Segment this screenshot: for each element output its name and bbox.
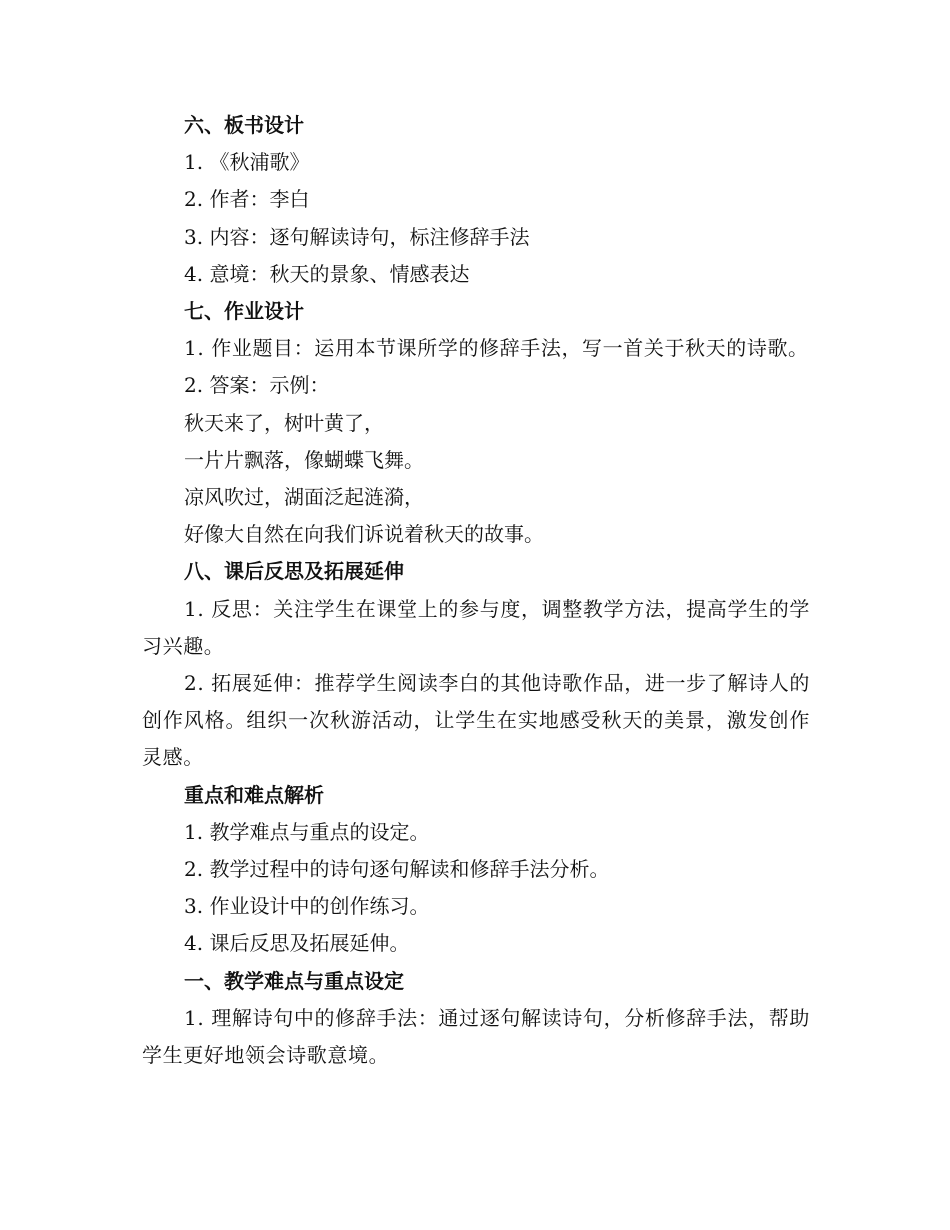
section-heading-key-points-analysis: 重点和难点解析	[184, 782, 324, 807]
list-item: 2. 答案：示例：	[184, 373, 330, 398]
list-item: 3. 内容：逐句解读诗句，标注修辞手法	[184, 224, 530, 249]
list-item: 1. 教学难点与重点的设定。	[184, 819, 430, 844]
reflection-paragraph: 1. 反思：关注学生在课堂上的参与度，调整教学方法，提高学生的学习兴趣。	[142, 596, 810, 658]
list-item: 1. 《秋浦歌》	[184, 150, 310, 175]
rhetoric-paragraph: 1. 理解诗句中的修辞手法：通过逐句解读诗句，分析修辞手法，帮助学生更好地领会诗歌意境。	[142, 1005, 810, 1068]
list-item: 3. 作业设计中的创作练习。	[184, 894, 430, 919]
poem-line: 凉风吹过，湖面泛起涟漪，	[184, 485, 424, 510]
list-item: 2. 作者：李白	[184, 187, 310, 212]
section-heading-reflection: 八、课后反思及拓展延伸	[184, 559, 404, 584]
poem-line: 秋天来了，树叶黄了，	[184, 410, 384, 435]
poem-line: 好像大自然在向我们诉说着秋天的故事。	[184, 522, 544, 547]
homework-topic-paragraph: 1. 作业题目：运用本节课所学的修辞手法，写一首关于秋天的诗歌。	[184, 336, 809, 361]
list-item: 4. 意境：秋天的景象、情感表达	[184, 261, 470, 286]
section-heading-blackboard-design: 六、板书设计	[184, 113, 304, 137]
list-item: 2. 教学过程中的诗句逐句解读和修辞手法分析。	[184, 857, 610, 882]
list-item: 4. 课后反思及拓展延伸。	[184, 931, 410, 956]
document-page	[142, 107, 810, 1074]
extension-paragraph: 2. 拓展延伸：推荐学生阅读李白的其他诗歌作品，进一步了解诗人的创作风格。组织一次秋游活动，让学生在实地感受秋天的美景，激发创作灵感。	[142, 671, 810, 770]
poem-line: 一片片飘落，像蝴蝶飞舞。	[184, 447, 424, 472]
section-heading-homework-design: 七、作业设计	[184, 299, 304, 324]
section-heading-difficulty-setting: 一、教学难点与重点设定	[184, 968, 404, 993]
